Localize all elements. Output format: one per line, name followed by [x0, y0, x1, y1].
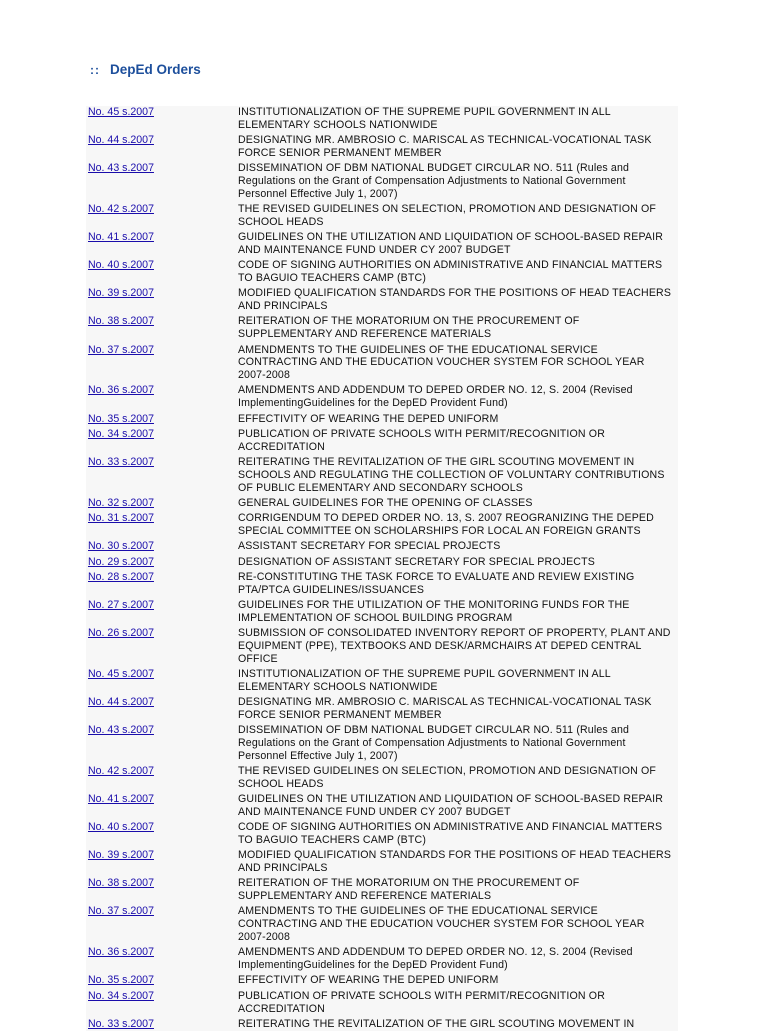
- order-row: [86, 849, 678, 875]
- order-title: EFFECTIVITY OF WEARING THE DEPED UNIFORM: [238, 974, 499, 987]
- order-row: [86, 946, 678, 972]
- order-row: [86, 696, 678, 722]
- order-title: THE REVISED GUIDELINES ON SELECTION, PROMOTION AND DESIGNATION OF SCHOOL HEADS: [238, 764, 657, 790]
- order-number-link[interactable]: No. 36 s.2007: [88, 384, 154, 397]
- order-title: REITERATING THE REVITALIZATION OF THE GIRL SCOUTING MOVEMENT IN: [238, 1017, 635, 1030]
- order-title: SUBMISSION OF CONSOLIDATED INVENTORY REPORT OF PROPERTY, PLANT AND EQUIPMENT (PPE), TEXTBOOKS AND DESK/ARMCHAIRS AT DEPED CENTRAL OFFICE: [238, 626, 671, 665]
- order-title: RE-CONSTITUTING THE TASK FORCE TO EVALUATE AND REVIEW EXISTING PTA/PTCA GUIDELINES/ISSUANCES: [238, 570, 635, 596]
- order-title: GENERAL GUIDELINES FOR THE OPENING OF CLASSES: [238, 496, 533, 509]
- order-title: DESIGNATING MR. AMBROSIO C. MARISCAL AS TECHNICAL-VOCATIONAL TASK FORCE SENIOR PERMANENT MEMBER: [238, 134, 652, 159]
- order-title: AMENDMENTS TO THE GUIDELINES OF THE EDUCATIONAL SERVICE CONTRACTING AND THE EDUCATION VOUCHER SYSTEM FOR SCHOOL YEAR 2007-2008: [238, 905, 645, 944]
- order-number-link[interactable]: No. 42 s.2007: [88, 203, 154, 216]
- order-row: [86, 877, 678, 903]
- order-number-link[interactable]: No. 35 s.2007: [88, 974, 154, 987]
- order-row: [86, 821, 678, 847]
- order-row: [86, 540, 678, 553]
- order-number-link[interactable]: No. 45 s.2007: [88, 667, 154, 680]
- order-row: [86, 765, 678, 791]
- order-title: PUBLICATION OF PRIVATE SCHOOLS WITH PERMIT/RECOGNITION OR ACCREDITATION: [238, 427, 605, 453]
- order-number-link[interactable]: No. 34 s.2007: [88, 427, 154, 440]
- order-row: [86, 231, 678, 257]
- order-number-link[interactable]: No. 38 s.2007: [88, 315, 154, 328]
- order-title: GUIDELINES FOR THE UTILIZATION OF THE MONITORING FUNDS FOR THE IMPLEMENTATION OF SCHOOL BUILDING PROGRAM: [238, 598, 630, 624]
- order-row: [86, 627, 678, 665]
- order-title: GUIDELINES ON THE UTILIZATION AND LIQUIDATION OF SCHOOL-BASED REPAIR AND MAINTENANCE FUND UNDER CY 2007 BUDGET: [238, 793, 663, 818]
- order-title: THE REVISED GUIDELINES ON SELECTION, PROMOTION AND DESIGNATION OF SCHOOL HEADS: [238, 203, 657, 228]
- order-title: AMENDMENTS AND ADDENDUM TO DEPED ORDER NO. 12, S. 2004 (Revised ImplementingGuidelines for the DepED Provident Fund): [238, 946, 633, 972]
- order-title: MODIFIED QUALIFICATION STANDARDS FOR THE POSITIONS OF HEAD TEACHERS AND PRINCIPALS: [238, 849, 672, 875]
- order-number-link[interactable]: No. 31 s.2007: [88, 512, 154, 525]
- order-number-link[interactable]: No. 37 s.2007: [88, 905, 154, 918]
- order-number-link[interactable]: No. 38 s.2007: [88, 877, 154, 890]
- order-row: [86, 668, 678, 694]
- order-row: [86, 413, 678, 426]
- order-title: DISSEMINATION OF DBM NATIONAL BUDGET CIRCULAR NO. 511 (Rules and Regulations on the Grant of Compensation Adjustments to National Government Personnel Effective July 1, 2007): [238, 724, 630, 762]
- order-number-link[interactable]: No. 39 s.2007: [88, 849, 154, 862]
- order-row: [86, 456, 678, 494]
- order-number-link[interactable]: No. 44 s.2007: [88, 134, 154, 147]
- order-number-link[interactable]: No. 42 s.2007: [88, 764, 154, 777]
- header-bullet: ::: [90, 62, 100, 77]
- order-number-link[interactable]: No. 43 s.2007: [88, 162, 154, 175]
- order-row: [86, 428, 678, 454]
- order-row: [86, 203, 678, 229]
- order-row: [86, 134, 678, 160]
- order-title: DISSEMINATION OF DBM NATIONAL BUDGET CIRCULAR NO. 511 (Rules and Regulations on the Grant of Compensation Adjustments to National Government Personnel Effective July 1, 2007): [238, 162, 630, 200]
- order-title: CODE OF SIGNING AUTHORITIES ON ADMINISTRATIVE AND FINANCIAL MATTERS TO BAGUIO TEACHERS CAMP (BTC): [238, 259, 663, 285]
- order-row: [86, 990, 678, 1016]
- order-row: [86, 315, 678, 341]
- order-row: [86, 599, 678, 625]
- order-title: GUIDELINES ON THE UTILIZATION AND LIQUIDATION OF SCHOOL-BASED REPAIR AND MAINTENANCE FUND UNDER CY 2007 BUDGET: [238, 231, 663, 256]
- order-number-link[interactable]: No. 39 s.2007: [88, 287, 154, 300]
- order-title: MODIFIED QUALIFICATION STANDARDS FOR THE POSITIONS OF HEAD TEACHERS AND PRINCIPALS: [238, 287, 672, 313]
- order-title: REITERATION OF THE MORATORIUM ON THE PROCUREMENT OF SUPPLEMENTARY AND REFERENCE MATERIALS: [238, 877, 580, 903]
- order-title: ASSISTANT SECRETARY FOR SPECIAL PROJECTS: [238, 540, 501, 553]
- order-title: CODE OF SIGNING AUTHORITIES ON ADMINISTRATIVE AND FINANCIAL MATTERS TO BAGUIO TEACHERS CAMP (BTC): [238, 821, 663, 846]
- order-number-link[interactable]: No. 40 s.2007: [88, 821, 154, 834]
- orders-list: [86, 106, 678, 1031]
- order-title: EFFECTIVITY OF WEARING THE DEPED UNIFORM: [238, 412, 499, 425]
- order-row: [86, 287, 678, 313]
- order-row: [86, 1018, 678, 1031]
- order-number-link[interactable]: No. 34 s.2007: [88, 989, 154, 1002]
- order-number-link[interactable]: No. 44 s.2007: [88, 695, 154, 708]
- order-title: INSTITUTIONALIZATION OF THE SUPREME PUPIL GOVERNMENT IN ALL ELEMENTARY SCHOOLS NATIONWIDE: [238, 106, 611, 131]
- order-number-link[interactable]: No. 33 s.2007: [88, 455, 154, 468]
- order-title: DESIGNATING MR. AMBROSIO C. MARISCAL AS TECHNICAL-VOCATIONAL TASK FORCE SENIOR PERMANENT MEMBER: [238, 695, 652, 721]
- order-title: REITERATING THE REVITALIZATION OF THE GIRL SCOUTING MOVEMENT IN SCHOOLS AND REGULATING THE COLLECTION OF VOLUNTARY CONTRIBUTIONS OF PUBLIC ELEMENTARY AND SECONDARY SCHOOLS: [238, 455, 665, 494]
- order-number-link[interactable]: No. 40 s.2007: [88, 259, 154, 272]
- order-number-link[interactable]: No. 37 s.2007: [88, 343, 154, 356]
- order-row: [86, 974, 678, 987]
- order-row: [86, 512, 678, 538]
- order-number-link[interactable]: No. 29 s.2007: [88, 555, 154, 568]
- order-number-link[interactable]: No. 28 s.2007: [88, 570, 154, 583]
- order-title: DESIGNATION OF ASSISTANT SECRETARY FOR SPECIAL PROJECTS: [238, 555, 595, 568]
- order-row: [86, 571, 678, 597]
- order-number-link[interactable]: No. 36 s.2007: [88, 946, 154, 959]
- order-row: [86, 793, 678, 819]
- order-number-link[interactable]: No. 45 s.2007: [88, 106, 154, 118]
- order-row: [86, 162, 678, 200]
- order-number-link[interactable]: No. 41 s.2007: [88, 793, 154, 806]
- order-row: [86, 344, 678, 382]
- order-row: [86, 724, 678, 762]
- order-number-link[interactable]: No. 32 s.2007: [88, 496, 154, 509]
- order-number-link[interactable]: No. 33 s.2007: [88, 1017, 154, 1030]
- order-row: [86, 905, 678, 943]
- order-number-link[interactable]: No. 27 s.2007: [88, 598, 154, 611]
- order-title: REITERATION OF THE MORATORIUM ON THE PROCUREMENT OF SUPPLEMENTARY AND REFERENCE MATERIALS: [238, 315, 580, 341]
- order-row: [86, 497, 678, 510]
- order-title: AMENDMENTS AND ADDENDUM TO DEPED ORDER NO. 12, S. 2004 (Revised ImplementingGuidelines for the DepED Provident Fund): [238, 384, 633, 410]
- order-number-link[interactable]: No. 30 s.2007: [88, 540, 154, 553]
- order-number-link[interactable]: No. 26 s.2007: [88, 626, 154, 639]
- order-row: [86, 556, 678, 569]
- order-title: INSTITUTIONALIZATION OF THE SUPREME PUPIL GOVERNMENT IN ALL ELEMENTARY SCHOOLS NATIONWIDE: [238, 667, 611, 693]
- order-number-link[interactable]: No. 41 s.2007: [88, 231, 154, 244]
- order-row: [86, 384, 678, 410]
- order-title: CORRIGENDUM TO DEPED ORDER NO. 13, S. 2007 REOGRANIZING THE DEPED SPECIAL COMMITTEE ON SCHOLARSHIPS FOR LOCAL AN FOREIGN GRANTS: [238, 512, 654, 537]
- order-number-link[interactable]: No. 43 s.2007: [88, 724, 154, 737]
- order-title: PUBLICATION OF PRIVATE SCHOOLS WITH PERMIT/RECOGNITION OR ACCREDITATION: [238, 989, 605, 1015]
- page-header: [90, 62, 201, 77]
- order-row: [86, 106, 678, 132]
- order-number-link[interactable]: No. 35 s.2007: [88, 412, 154, 425]
- page-title: DepEd Orders: [110, 62, 201, 77]
- order-row: [86, 259, 678, 285]
- order-title: AMENDMENTS TO THE GUIDELINES OF THE EDUCATIONAL SERVICE CONTRACTING AND THE EDUCATION VOUCHER SYSTEM FOR SCHOOL YEAR 2007-2008: [238, 343, 645, 382]
